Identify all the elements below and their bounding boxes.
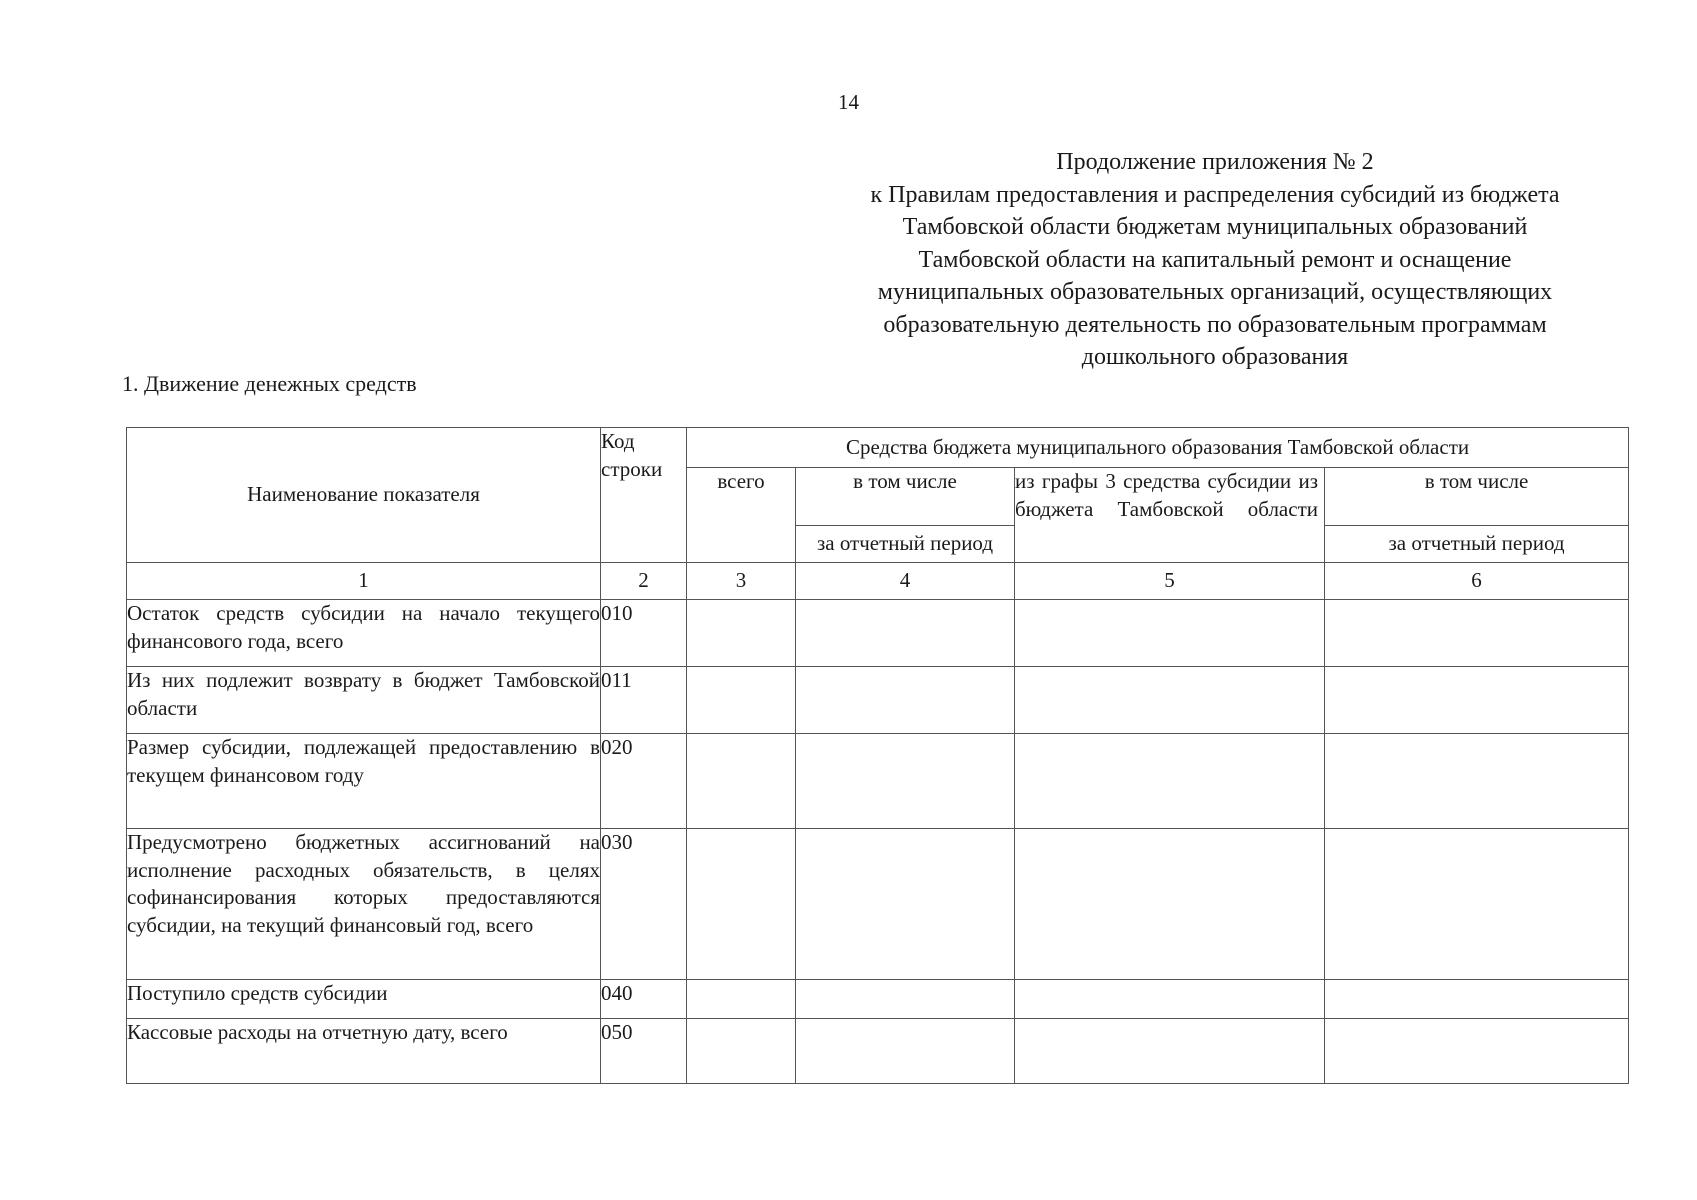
- row-name: Из них подлежит возврату в бюджет Тамбовской области: [127, 667, 601, 734]
- value-cell-subsidy-reporting-period[interactable]: [1325, 734, 1629, 829]
- value-cell-total[interactable]: [687, 600, 796, 667]
- row-code: 040: [601, 980, 687, 1019]
- value-cell-subsidy[interactable]: [1015, 1019, 1325, 1084]
- value-cell-reporting-period[interactable]: [796, 734, 1015, 829]
- value-cell-subsidy-reporting-period[interactable]: [1325, 667, 1629, 734]
- column-number-row: [127, 563, 1629, 600]
- column-number: 2: [601, 563, 687, 600]
- value-cell-total[interactable]: [687, 1019, 796, 1084]
- section-title: 1. Движение денежных средств: [122, 371, 417, 396]
- value-cell-total[interactable]: [687, 829, 796, 980]
- row-code: 050: [601, 1019, 687, 1084]
- value-cell-reporting-period[interactable]: [796, 1019, 1015, 1084]
- row-code: 011: [601, 667, 687, 734]
- row-name: Остаток средств субсидии на начало текущего финансового года, всего: [127, 600, 601, 667]
- value-cell-total[interactable]: [687, 667, 796, 734]
- value-cell-subsidy[interactable]: [1015, 734, 1325, 829]
- value-cell-subsidy-reporting-period[interactable]: [1325, 980, 1629, 1019]
- value-cell-reporting-period[interactable]: [796, 667, 1015, 734]
- appendix-header-line: Тамбовской области бюджетам муниципальных образований: [902, 214, 1528, 240]
- column-number: 4: [796, 563, 1015, 600]
- row-code: 020: [601, 734, 687, 829]
- row-code: 010: [601, 600, 687, 667]
- header-indicator-name: Наименование показателя: [127, 428, 601, 563]
- row-name: Размер субсидии, подлежащей предоставлению в текущем финансовом году: [127, 734, 601, 829]
- appendix-header-line: к Правилам предоставления и распределения субсидий из бюджета: [870, 181, 1560, 208]
- table-row: [127, 600, 1629, 667]
- value-cell-subsidy-reporting-period[interactable]: [1325, 829, 1629, 980]
- value-cell-subsidy-reporting-period[interactable]: [1325, 600, 1629, 667]
- appendix-header-line: Тамбовской области на капитальный ремонт и оснащение: [918, 246, 1512, 273]
- appendix-header-line: муниципальных образовательных организаций, осуществляющих: [877, 279, 1553, 305]
- value-cell-reporting-period[interactable]: [796, 980, 1015, 1019]
- column-number: 3: [687, 563, 796, 600]
- table-row: [127, 980, 1629, 1019]
- column-number: 6: [1325, 563, 1629, 600]
- header-line-code: Код строки: [601, 428, 687, 563]
- table-row: [127, 1019, 1629, 1084]
- row-name: Кассовые расходы на отчетную дату, всего: [127, 1019, 601, 1084]
- table-row: [127, 829, 1629, 980]
- header-subsidy-from-col3: из графы 3 средства субсидии из бюджета Тамбовской области: [1015, 468, 1325, 563]
- column-number: 5: [1015, 563, 1325, 600]
- value-cell-subsidy-reporting-period[interactable]: [1325, 1019, 1629, 1084]
- appendix-header-line: образовательную деятельность по образовательным программам: [883, 311, 1547, 338]
- appendix-header-line: Продолжение приложения № 2: [1056, 149, 1374, 175]
- header-budget-group: Средства бюджета муниципального образования Тамбовской области: [687, 428, 1629, 468]
- value-cell-reporting-period[interactable]: [796, 600, 1015, 667]
- appendix-header-line: дошкольного образования: [1081, 344, 1349, 370]
- header-reporting-period-2: за отчетный период: [1325, 526, 1629, 563]
- value-cell-total[interactable]: [687, 734, 796, 829]
- value-cell-subsidy[interactable]: [1015, 829, 1325, 980]
- value-cell-subsidy[interactable]: [1015, 667, 1325, 734]
- table-row: [127, 667, 1629, 734]
- page-number: 14: [838, 90, 859, 114]
- table-row: [127, 734, 1629, 829]
- row-name: Предусмотрено бюджетных ассигнований на исполнение расходных обязательств, в целях софинансирования которых предоставляются субсидии, на текущий финансовый год, всего: [127, 829, 601, 980]
- value-cell-reporting-period[interactable]: [796, 829, 1015, 980]
- row-name: Поступило средств субсидии: [127, 980, 601, 1019]
- header-including-2: в том числе: [1325, 468, 1629, 526]
- header-including: в том числе: [796, 468, 1015, 526]
- column-number: 1: [127, 563, 601, 600]
- cash-flow-table: [126, 427, 1629, 1084]
- appendix-header: [800, 146, 1630, 374]
- value-cell-subsidy[interactable]: [1015, 980, 1325, 1019]
- header-reporting-period: за отчетный период: [796, 526, 1015, 563]
- value-cell-subsidy[interactable]: [1015, 600, 1325, 667]
- header-total: всего: [687, 468, 796, 563]
- value-cell-total[interactable]: [687, 980, 796, 1019]
- row-code: 030: [601, 829, 687, 980]
